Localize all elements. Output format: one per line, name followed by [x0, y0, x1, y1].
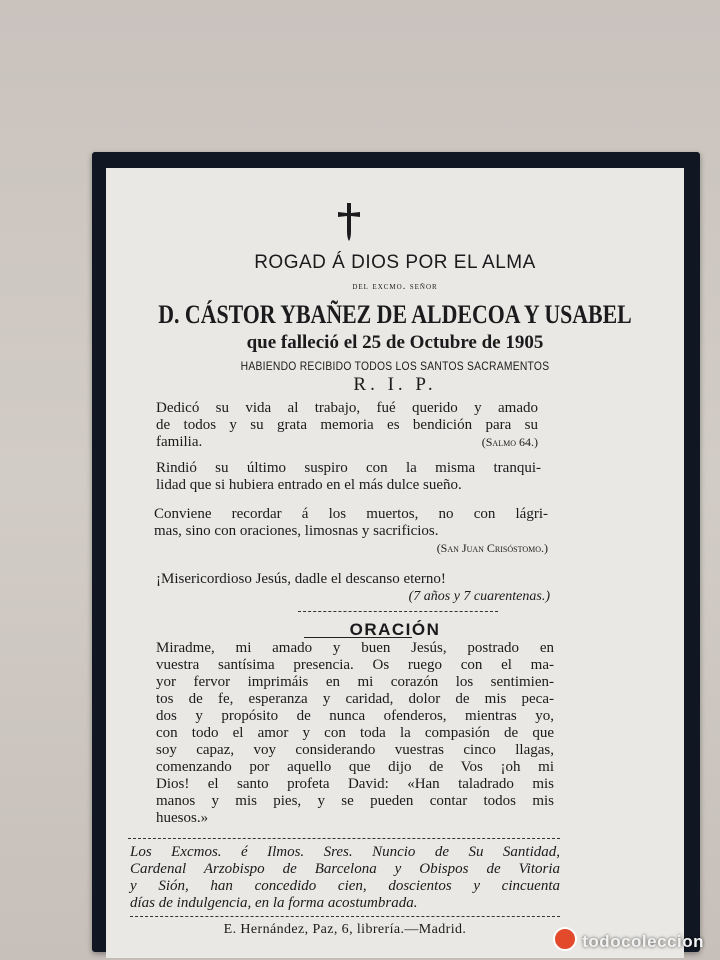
- cross-icon: [335, 201, 363, 243]
- funeral-card: [106, 168, 684, 958]
- honorific-text: del excmo. señor: [352, 281, 438, 292]
- divider-1: [298, 611, 498, 612]
- printer-line: E. Hernández, Paz, 6, librería.—Madrid.: [223, 922, 467, 937]
- sacraments-text: HABIENDO RECIBIDO TODOS LOS SANTOS SACRAMENTOS: [240, 359, 550, 373]
- indulgence-text: Los Excmos. é Ilmos. Sres. Nuncio de Su Santidad, Cardenal Arzobispo de Barcelona y Obispos de Vitoria y Sión, han concedido cien, doscientos y cincuenta días de indulgencia, en la forma acostumbrada.: [130, 844, 560, 911]
- oracion-text: Miradme, mi amado y buen Jesús, postrado en vuestra santísima presencia. Os ruego con el ma- yor fervor imprimáis en mi corazón los sentimien- tos de fe, esperanza y caridad, dolor de mis peca- dos y propósito de nunca ofenderos, mientras yo, con todo el amor y con toda la compasión de que soy capaz, voy considerando vuestras cinco llagas, comenzando por aquello que dijo de Vos ¡oh mi Dios! el santo profeta David: «Han taladrado mis manos y mis pies, y se pueden contar todos mis huesos.»: [156, 640, 554, 826]
- paragraph-4: ¡Misericordioso Jesús, dadle el descanso eterno! (7 años y 7 cuarentenas.): [156, 571, 550, 604]
- indulgence-note: (7 años y 7 cuarentenas.): [408, 589, 550, 604]
- paragraph-2: Rindió su último suspiro con la misma tranqui- lidad que si hubiera entrado en el más dulce sueño.: [156, 460, 541, 493]
- oracion-underline: [304, 637, 412, 638]
- header-text: ROGAD Á DIOS POR EL ALMA: [254, 252, 536, 273]
- watermark: todocoleccion: [553, 927, 704, 952]
- watermark-logo-icon: [553, 927, 577, 951]
- rip-text: R. I. P.: [353, 374, 437, 395]
- divider-3: [130, 916, 560, 917]
- oracion-title: ORACIÓN: [349, 620, 441, 639]
- saint-citation: (San Juan Crisóstomo.): [436, 541, 548, 555]
- death-date: que falleció el 25 de Octubre de 1905: [246, 332, 544, 353]
- deceased-name: D. CÁSTOR YBAÑEZ DE ALDECOA Y USABEL: [158, 300, 632, 329]
- paragraph-3: Conviene recordar á los muertos, no con lágri- mas, sino con oraciones, limosnas y sacrificios. (San Juan Crisóstomo.): [154, 506, 548, 555]
- psalm-citation: (Salmo 64.): [481, 435, 538, 449]
- divider-2: [128, 838, 560, 839]
- paragraph-1: Dedicó su vida al trabajo, fué querido y amado de todos y su grata memoria es bendición para su familia. (Salmo 64.): [156, 400, 538, 450]
